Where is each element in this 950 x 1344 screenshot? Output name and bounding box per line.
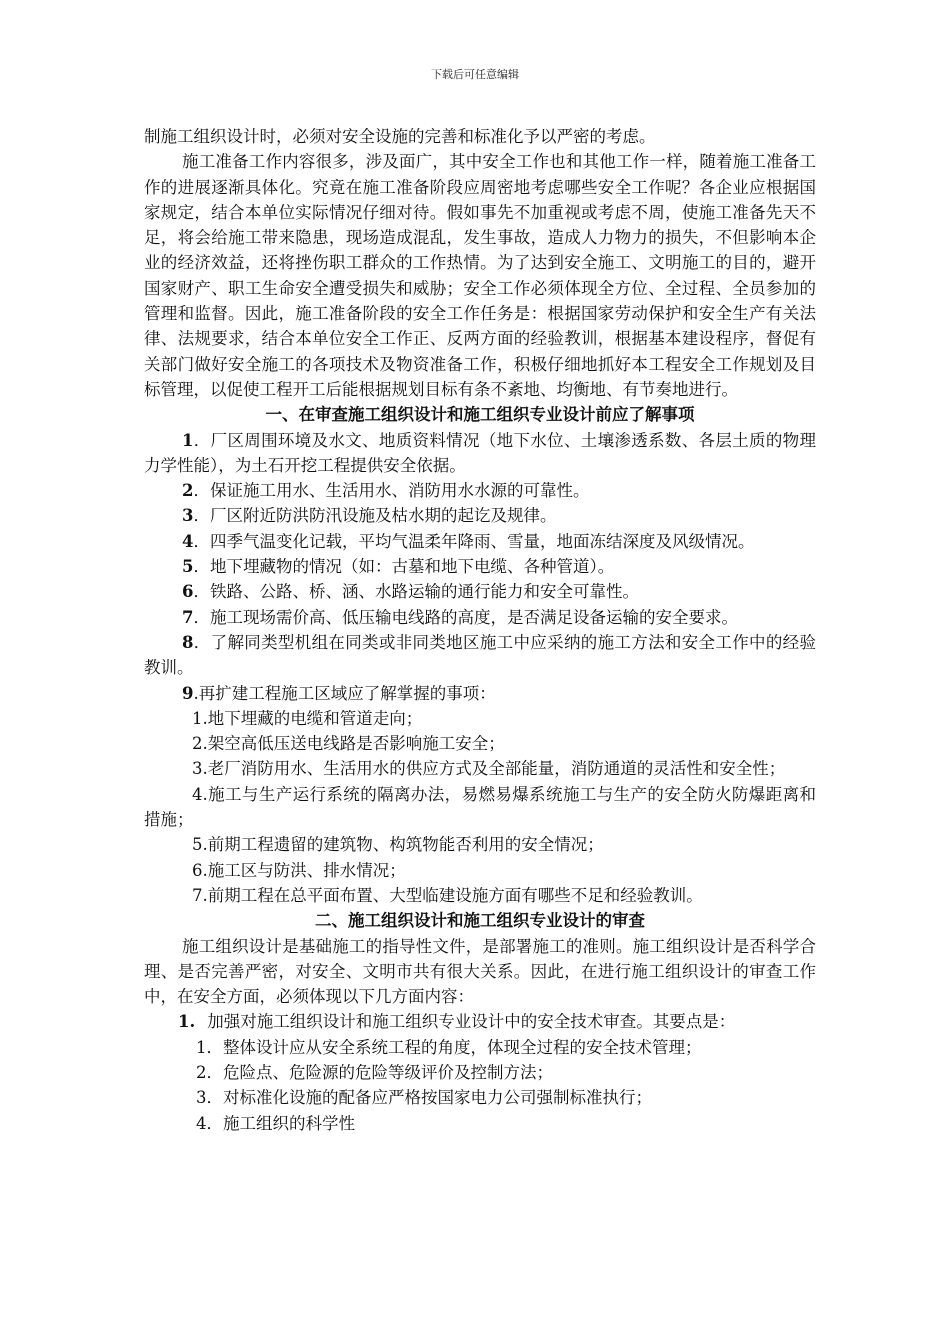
document-body <box>144 124 816 1136</box>
sub-list-item: 1.地下埋藏的电缆和管道走向； <box>192 708 423 728</box>
item-text: ．厂区附近防洪防汛设施及枯水期的起讫及规律。 <box>193 506 557 526</box>
paragraph: 施工准备工作内容很多，涉及面广，其中安全工作也和其他工作一样，随着施工准备工作的进展逐渐具体化。究竟在施工准备阶段应周密地考虑哪些安全工作呢？各企业应根据国家规定，结合本单位实际情况仔细对待。假如事先不加重视或考虑不周，使施工准备先天不足，将会给施工带来隐患，现场造成混乱，发生事故，造成人力物力的损失，不但影响本企业的经济效益，还将挫伤职工群众的工作热情。为了达到安全施工、文明施工的目的，避开国家财产、职工生命安全遭受损失和威胁；安全工作必须体现全方位、全过程、全员参加的管理和监督。因此，施工准备阶段的安全工作任务是：根据国家劳动保护和安全生产有关法律、法规要求，结合本单位安全工作正、反两方面的经验教训，根据基本建设程序，督促有关部门做好安全施工的各项技术及物资准备工作，积极仔细地抓好本工程安全工作规划及目标管理，以促使工程开工后能根据规划目标有条不紊地、均衡地、有节奏地进行。 <box>144 152 816 399</box>
page-header: 下载后可任意编辑 <box>431 68 519 81</box>
sub-list-item: 3.老厂消防用水、生活用水的供应方式及全部能量，消防通道的灵活性和安全性； <box>192 759 786 779</box>
list-item <box>144 428 816 479</box>
item-number: 9 <box>182 683 194 703</box>
sub-point: 1．整体设计应从安全系统工程的角度，体现全过程的安全技术管理； <box>196 1037 702 1057</box>
list-item <box>144 529 816 554</box>
item-number: 6 <box>182 582 194 602</box>
list-item <box>144 579 816 604</box>
list-item <box>144 605 816 630</box>
list-item <box>144 503 816 528</box>
item-text: .再扩建工程施工区域应了解掌握的事项： <box>193 683 496 703</box>
point-text: 加强对施工组织设计和施工组织专业设计中的安全技术审查。其要点是： <box>207 1012 736 1032</box>
sub-list-item: 5.前期工程遗留的建筑物、构筑物能否利用的安全情况； <box>192 835 604 855</box>
sub-list-item: 4.施工与生产运行系统的隔离办法，易燃易爆系统施工与生产的安全防火防爆距离和措施； <box>144 784 816 830</box>
numbered-point <box>144 1009 816 1034</box>
section-heading: 一、在审查施工组织设计和施工组织专业设计前应了解事项 <box>265 405 695 425</box>
item-number: 8 <box>182 632 194 652</box>
item-number: 5 <box>182 557 194 577</box>
item-number: 3 <box>182 506 194 526</box>
item-text: ．铁路、公路、桥、涵、水路运输的通行能力和安全可靠性。 <box>193 582 639 602</box>
list-item <box>144 681 816 706</box>
sub-list-item: 7.前期工程在总平面布置、大型临建设施方面有哪些不足和经验教训。 <box>192 885 703 905</box>
item-number: 2 <box>182 481 194 501</box>
sub-point: 4．施工组织的科学性 <box>196 1113 355 1133</box>
item-text: ．厂区周围环境及水文、地质资料情况（地下水位、土壤渗透系数、各层土质的物理力学性能），为土石开挖工程提供安全依据。 <box>144 430 816 475</box>
list-item <box>144 630 816 681</box>
item-text: ．地下埋藏物的情况（如：古墓和地下电缆、各种管道）。 <box>193 557 615 577</box>
item-text: ．施工现场需价高、低压输电线路的高度，是否满足设备运输的安全要求。 <box>193 607 738 627</box>
sub-list-item: 6.施工区与防洪、排水情况； <box>192 860 406 880</box>
sub-point: 2．危险点、危险源的危险等级评价及控制方法； <box>196 1062 553 1082</box>
item-text: ．了解同类型机组在同类或非同类地区施工中应采纳的施工方法和安全工作中的经验教训。 <box>144 632 816 678</box>
item-number: 7 <box>182 607 194 627</box>
paragraph: 制施工组织设计时，必须对安全设施的完善和标准化予以严密的考虑。 <box>144 127 656 146</box>
item-number: 1 <box>182 430 194 450</box>
item-text: ．保证施工用水、生活用水、消防用水水源的可靠性。 <box>193 481 590 501</box>
section-heading: 二、施工组织设计和施工组织专业设计的审查 <box>315 911 645 931</box>
item-number: 4 <box>182 531 194 551</box>
sub-point: 3．对标准化设施的配备应严格按国家电力公司强制标准执行； <box>196 1088 652 1108</box>
point-number: 1. <box>178 1012 196 1032</box>
item-text: ．四季气温变化记载，平均气温柔年降雨、雪量，地面冻结深度及风级情况。 <box>193 531 755 551</box>
list-item <box>144 478 816 503</box>
list-item <box>144 554 816 579</box>
sub-list-item: 2.架空高低压送电线路是否影响施工安全； <box>192 734 505 754</box>
paragraph: 施工组织设计是基础施工的指导性文件，是部署施工的准则。施工组织设计是否科学合理、是否完善严密，对安全、文明市共有很大关系。因此，在进行施工组织设计的审查工作中，在安全方面，必须体现以下几方面内容： <box>144 936 816 1007</box>
